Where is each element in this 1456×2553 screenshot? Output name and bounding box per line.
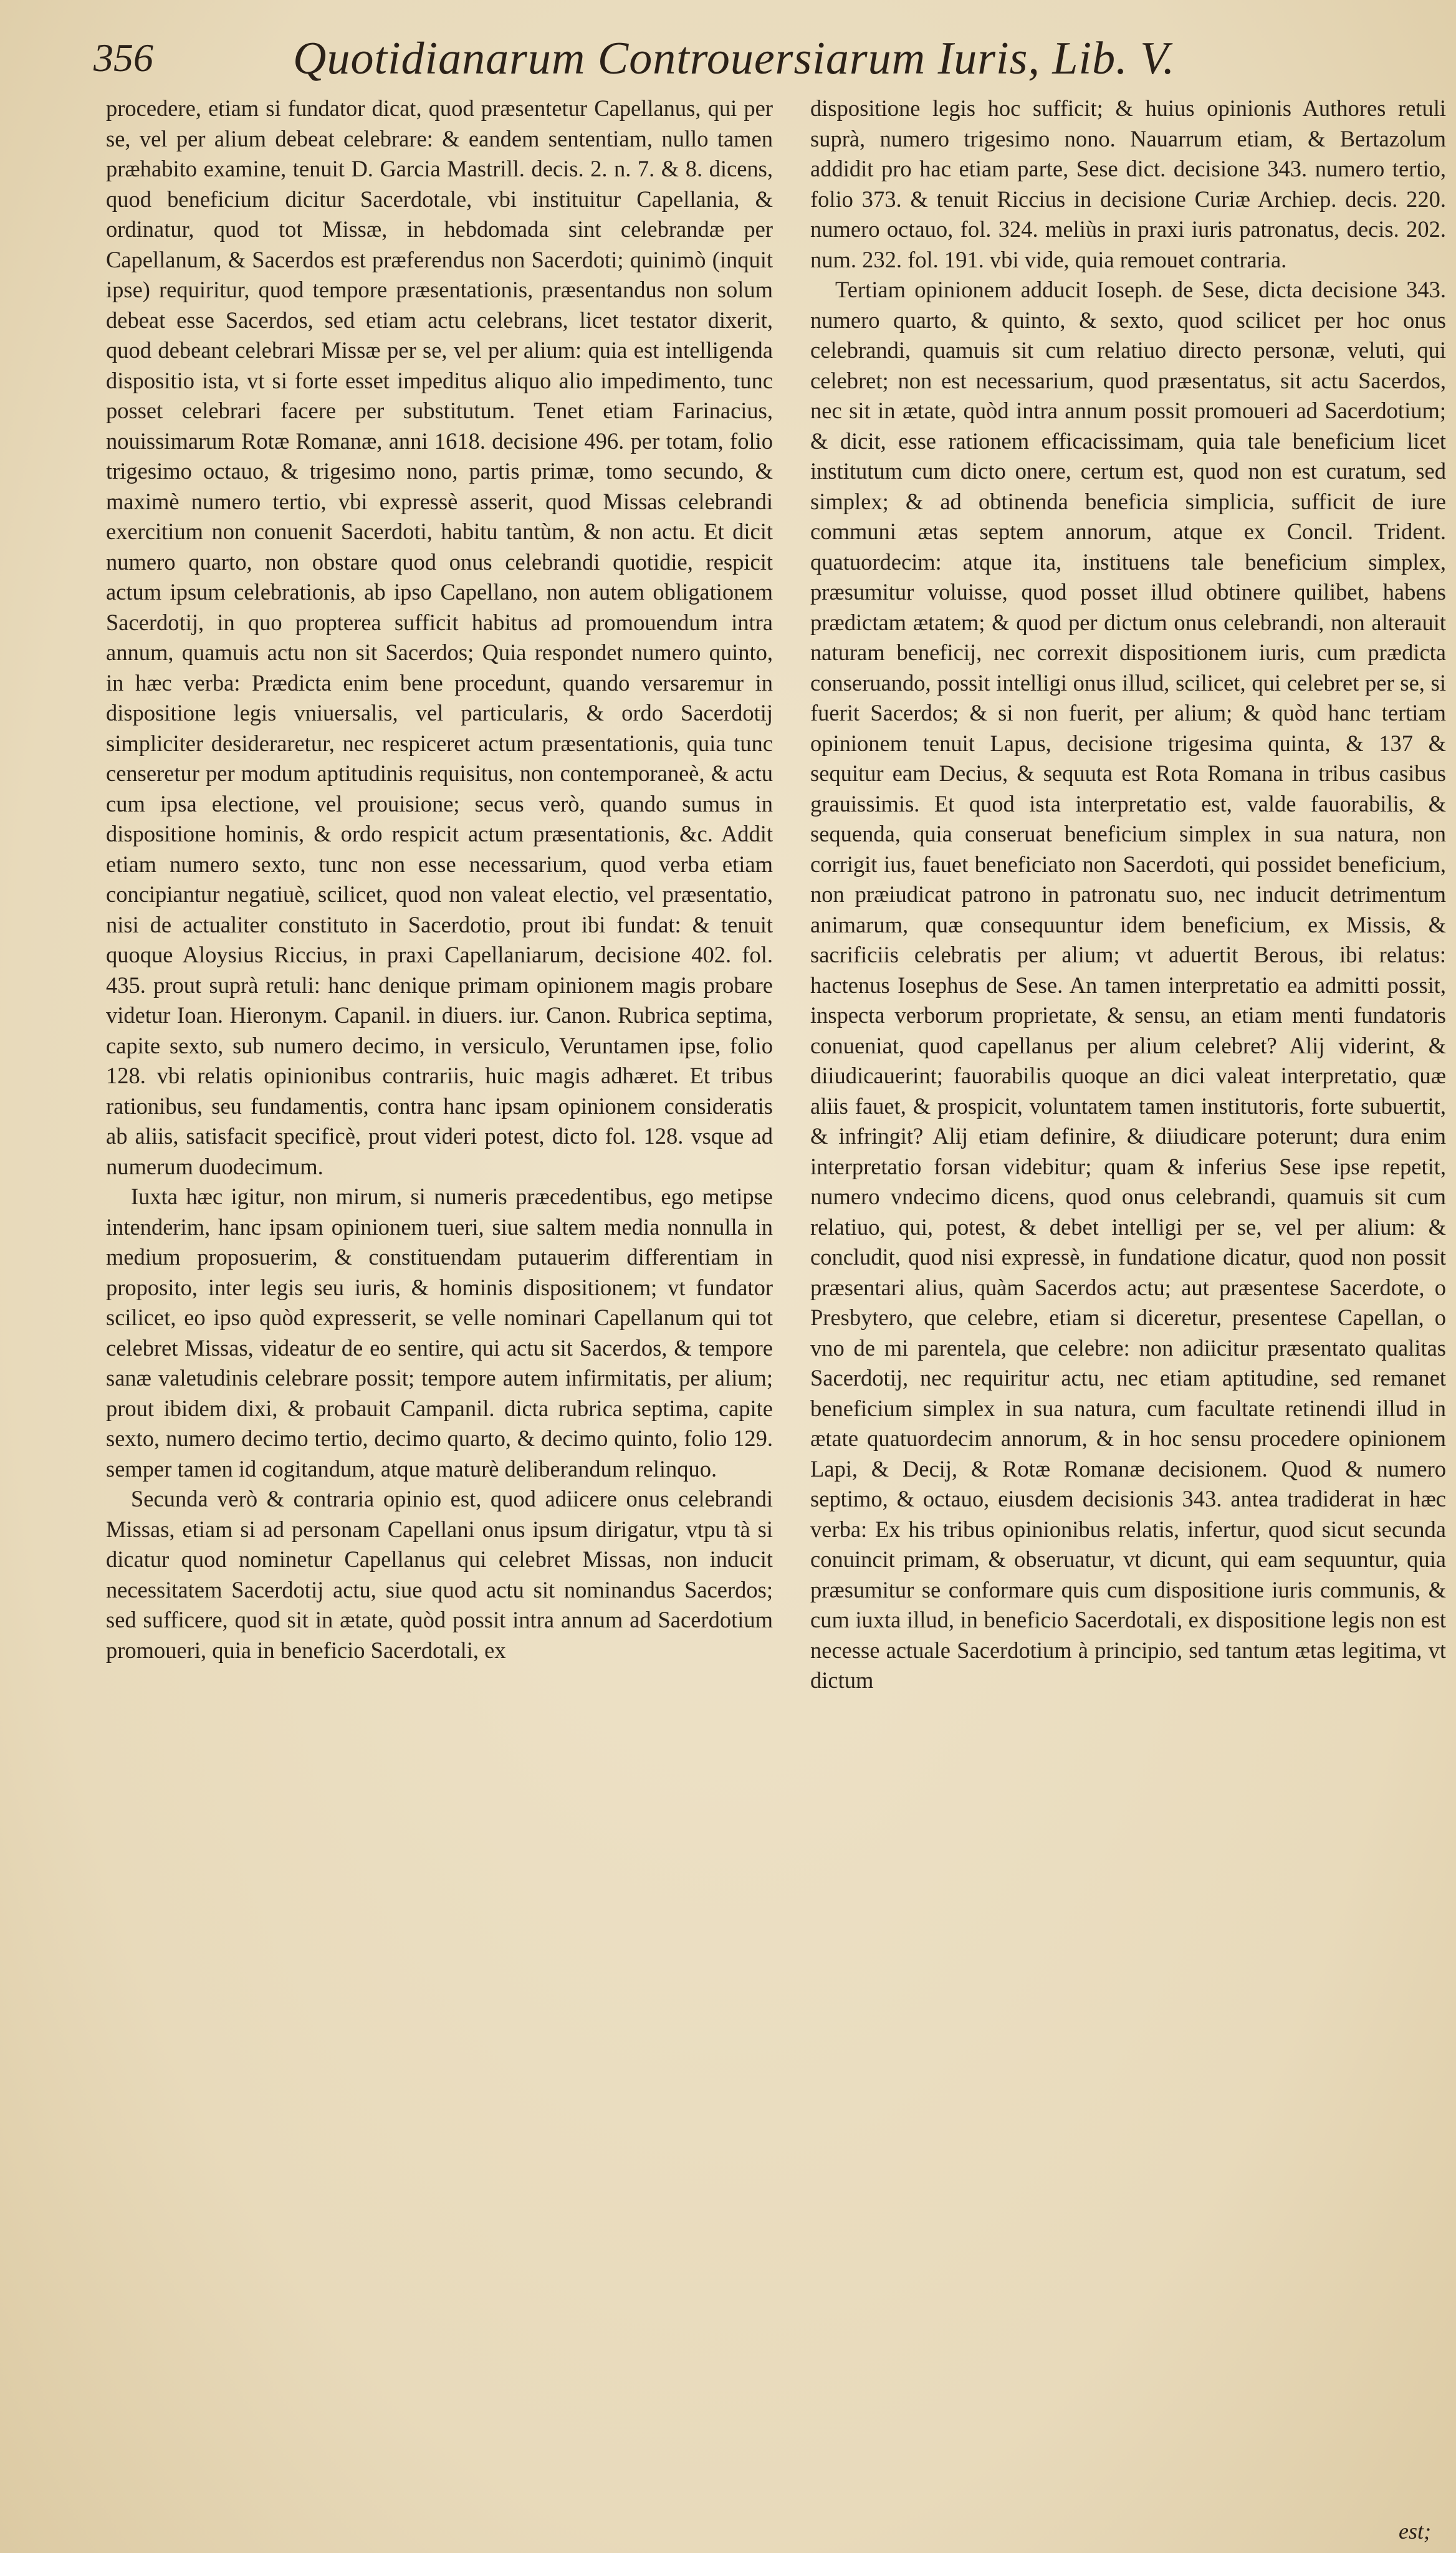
left-paragraph-3: Secunda verò & contraria opinio est, quod adiicere onus celebrandi Missas, etiam si ad personam Capellani onus ipsum dirigatur, vtpu tà si dicatur quod nominetur Capellanus qui celebret Missas, non inducit necessitatem Sacerdotij actu, siue quod actu sit nominandus Sacerdos; sed sufficere, quod sit in ætate, quòd possit intra annum ad Sacerdotium promoueri, quia in beneficio Sacerdotali, ex bbox=[106, 1486, 773, 1663]
right-paragraph-1: dispositione legis hoc sufficit; & huius opinionis Authores retuli suprà, numero trigesimo nono. Nauarrum etiam, & Bertazolum addidit pro hac etiam parte, Sese dict. decisione 343. numero tertio, folio 373. & tenuit Riccius in decisione Curiæ Archiep. decis. 220. numero octauo, fol. 324. meliùs in praxi iuris patronatus, decis. 202. num. 232. fol. 191. vbi vide, quia remouet contraria. bbox=[810, 95, 1446, 272]
left-paragraph-1: procedere, etiam si fundator dicat, quod præsentetur Capellanus, qui per se, vel per alium debeat celebrare: & eandem sententiam, nullo tamen præhabito examine, tenuit D. Garcia Mastrill. decis. 2. n. 7. & 8. dicens, quod beneficium dicitur Sacerdotale, vbi instituitur Capellania, & ordinatur, quod tot Missæ, in hebdomada sint celebrandæ per Capellanum, & Sacerdos est præferendus non Sacerdoti; quinimò (inquit ipse) requiritur, quod tempore præsentationis, præsentandus non solum debeat esse Sacerdos, sed etiam actu celebrans, licet testator dixerit, quod debeant celebrari Missæ per se, vel per alium: quia est intelligenda dispositio ista, vt si forte esset impeditus aliquo alio impedimento, tunc posset celebrari facere per substitutum. Tenet etiam Farinacius, nouissimarum Rotæ Romanæ, anni 1618. decisione 496. per totam, folio trigesimo octauo, & trigesimo nono, partis primæ, tomo secundo, & maximè numero tertio, vbi expressè asserit, quod Missas celebrandi exercitium non conuenit Sacerdoti, habitu tantùm, & non actu. Et dicit numero quarto, non obstare quod onus celebrandi quotidie, respicit actum ipsum celebrationis, ab ipso Capellano, non autem obligationem Sacerdotij, in quo propterea sufficit habitus ad promouendum intra annum, quamuis actu non sit Sacerdos; Quia respondet numero quinto, in hæc verba: Prædicta enim bene procedunt, quando versaremur in dispositione legis vniuersalis, vel particularis, & ordo Sacerdotij simpliciter desideraretur, nec respiceret actum præsentationis, quia tunc censeretur per modum aptitudinis requisitus, non contemporaneè, & actu cum ipsa electione, vel prouisione; secus verò, quando sumus in dispositione hominis, & ordo respicit actum præsentationis, &c. Addit etiam numero sexto, tunc non esse necessarium, quod verba etiam concipiantur negatiuè, scilicet, quod non valeat electio, vel præsentatio, nisi de actualiter constituto in Sacerdotio, prout ibi fundat: & tenuit quoque Aloysius Riccius, in praxi Capellaniarum, decisione 402. fol. 435. prout suprà retuli: hanc denique primam opinionem magis probare videtur Ioan. Hieronym. Capanil. in diuers. iur. Canon. Rubrica septima, capite sexto, sub numero decimo, in versiculo, Veruntamen ipse, folio 128. vbi relatis opinionibus contrariis, huic magis adhæret. Et tribus rationibus, seu fundamentis, contra hanc ipsam opinionem consideratis ab aliis, satisfacit specificè, prout videri potest, dicto fol. 128. vsque ad numerum duodecimum. bbox=[106, 95, 773, 1179]
left-paragraph-2: Iuxta hæc igitur, non mirum, si numeris præcedentibus, ego metipse intenderim, hanc ipsam opinionem tueri, siue saltem media nonnulla in medium proposuerim, & constituendam putauerim differentiam in proposito, inter legis seu iuris, & hominis dispositionem; vt fundator scilicet, eo ipso quòd expresserit, se velle nominari Capellanum qui tot celebret Missas, videatur de eo sentire, qui actu sit Sacerdos, & tempore sanæ valetudinis celebrare possit; tempore autem infirmitatis, per alium; prout ibidem dixi, & probauit Campanil. dicta rubrica septima, capite sexto, numero decimo tertio, decimo quarto, & decimo quinto, folio 129. semper tamen id cogitandum, atque maturè deliberandum relinquo. bbox=[106, 1184, 773, 1482]
page-header bbox=[93, 24, 1377, 92]
right-paragraph-2: Tertiam opinionem adducit Ioseph. de Sese, dicta decisione 343. numero quarto, & quinto, & sexto, quod scilicet per hoc onus celebrandi, quamuis sit cum relatiuo directo personæ, veluti, qui celebret; non est necessarium, quod præsentatus, sit actu Sacerdos, nec sit in ætate, quòd intra annum possit promoueri ad Sacerdotium; & dicit, esse rationem efficacissimam, quia tale beneficium licet institutum cum dicto onere, certum est, quod non est curatum, sed simplex; & ad obtinenda beneficia simplicia, sufficit de iure communi ætas septem annorum, atque ex Concil. Trident. quatuordecim: atque ita, instituens tale beneficium simplex, præsumitur voluisse, quod posset illud obtinere quilibet, habens prædictam ætatem; & quod per dictum onus celebrandi, non alterauit naturam beneficij, nec correxit dispositionem iuris, cum prædicta conseruando, possit intelligi onus illud, scilicet, qui celebret per se, si fuerit Sacerdos; & si non fuerit, per alium; & quòd hanc tertiam opinionem tenuit Lapus, decisione trigesima quinta, & 137 & sequitur eam Decius, & sequuta est Rota Romana in tribus casibus grauissimis. Et quod ista interpretatio est, valde fauorabilis, & sequenda, quia conseruat beneficium simplex in sua natura, non corrigit ius, fauet beneficiato non Sacerdoti, qui possidet beneficium, non præiudicat patrono in patronatu suo, nec inducit detrimentum animarum, quæ consequuntur idem beneficium, ex Missis, & sacrificiis celebratis per alium; vt aduertit Berous, ibi relatus: hactenus Iosephus de Sese. An tamen interpretatio ea admitti possit, inspecta verborum proprietate, & sensu, an etiam menti fundatoris conueniat, quod capellanus per alium celebret? Alij viderint, & diiudicauerint; fauorabilis quoque an dici valeat interpretatio, quæ aliis fauet, & prospicit, voluntatem tamen institutoris, forte subuertit, & infringit? Alij etiam definire, & diiudicare poterunt; dura enim interpretatio forsan videbitur; quam & inferius Sese ipse repetit, numero vndecimo dicens, quod onus celebrandi, quamuis sit cum relatiuo, qui, potest, & debet intelligi per se, vel per alium: & concludit, quod nisi expressè, in fundatione dicatur, quod non possit præsentari alius, quàm Sacerdos actu; aut præsentese Sacerdote, o Presbytero, que celebre, etiam si diceretur, presentese Capellan, o vno de mi parentela, que celebre: non adiicitur præsentato qualitas Sacerdotij, nec requiritur actu, nec etiam aptitudine, sed remanet beneficium simplex in sua natura, cum facultate retinendi illud in ætate quatuordecim annorum, & in hoc sensu procedere opinionem Lapi, & Decij, & Rotæ Romanæ decisionem. Quod & numero septimo, & octauo, eiusdem decisionis 343. antea tradiderat in hæc verba: Ex his tribus opinionibus relatis, infertur, quod sicut secunda conuincit primam, & obseruatur, vt dicunt, qui eam sequuntur, quia præsumitur se conformare quis cum dispositione iuris communis, & cum iuxta illud, in beneficio Sacerdotali, ex dispositione legis non est necesse actuale Sacerdotium à principio, sed tantum ætas legitima, vt dictum bbox=[810, 277, 1446, 1693]
running-title: Quotidianarum Controuersiarum Iuris, Lib. V. bbox=[293, 33, 1176, 84]
catchword: est; bbox=[1399, 2519, 1431, 2544]
right-column bbox=[810, 93, 1446, 1696]
page-number: 356 bbox=[93, 36, 153, 80]
left-column bbox=[106, 93, 773, 1665]
